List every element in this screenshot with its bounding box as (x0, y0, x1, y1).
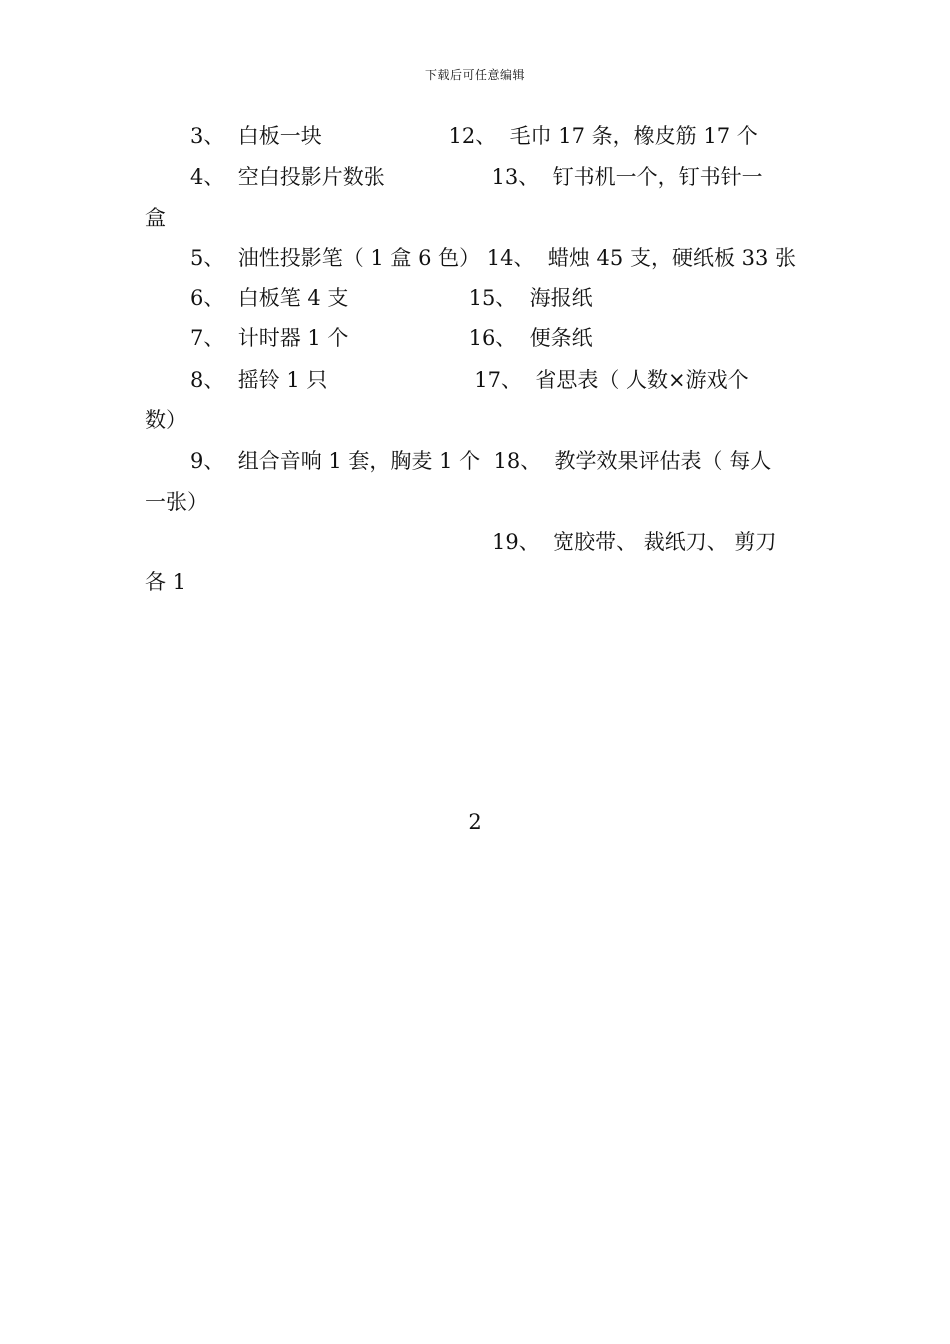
list-line: 盒 (145, 206, 166, 230)
list-line: 5、 油性投影笔（ 1 盒 6 色） 14、 蜡烛 45 支，硬纸板 33 张 (190, 246, 797, 270)
page-number: 2 (468, 810, 482, 834)
list-line: 数） (145, 408, 187, 432)
list-line: 4、 空白投影片数张 13、 钉书机一个，钉书针一 (190, 165, 763, 189)
list-line: 3、 白板一块 12、 毛巾 17 条，橡皮筋 17 个 (190, 124, 758, 148)
list-line: 一张） (145, 490, 208, 514)
list-line: 7、 计时器 1 个 16、 便条纸 (190, 326, 593, 350)
list-line: 8、 摇铃 1 只 17、 省思表（ 人数×游戏个 (190, 368, 749, 392)
list-line: 各 1 (145, 570, 187, 594)
list-line: 19、 宽胶带、 裁纸刀、 剪刀 (492, 530, 777, 554)
list-line: 9、 组合音响 1 套，胸麦 1 个 18、 教学效果评估表（ 每人 (190, 449, 772, 473)
page-header: 下载后可任意编辑 (424, 68, 525, 82)
list-line: 6、 白板笔 4 支 15、 海报纸 (190, 286, 593, 310)
